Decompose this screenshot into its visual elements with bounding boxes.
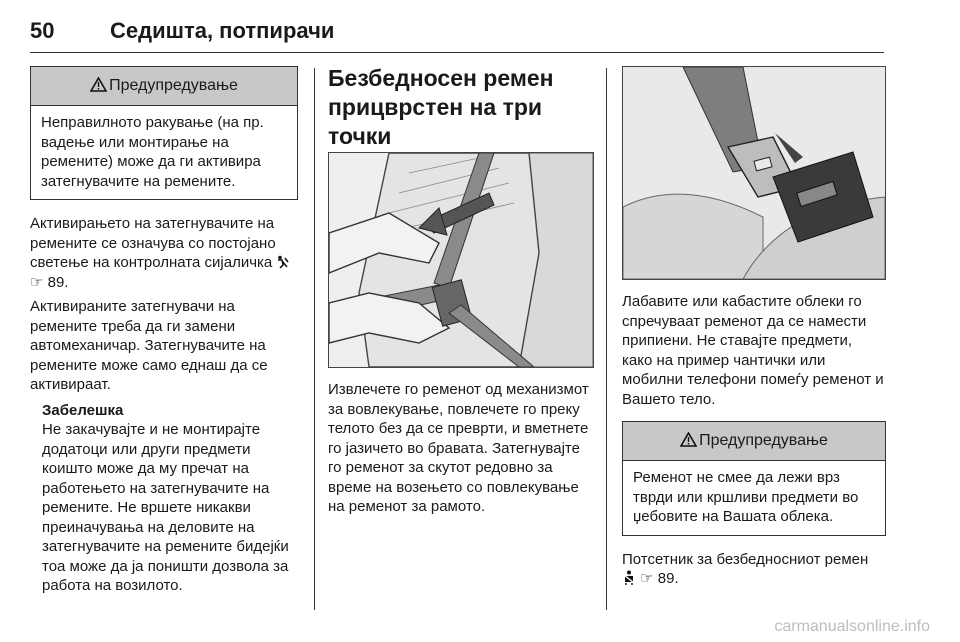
seatbelt-buckle-illustration bbox=[622, 66, 886, 280]
warning-box bbox=[30, 66, 298, 200]
page-reference-icon: ☞ bbox=[30, 273, 44, 291]
seatbelt-pretensioner-icon bbox=[276, 255, 290, 269]
warning-text: Ременот не смее да лежи врз тврди или кршливи предмети во џебовите на Вашата облека. bbox=[633, 469, 859, 525]
page-reference: 89. bbox=[47, 273, 69, 291]
paragraph bbox=[30, 214, 298, 292]
watermark: carmanualsonline.info bbox=[774, 618, 930, 635]
section-heading: Безбедносен ремен прицврстен на три точки bbox=[328, 65, 554, 149]
warning-header bbox=[31, 67, 297, 106]
warning-text: Неправилното ракување (на пр. вадење или монтирање на ремените) може да ги активира затегнувачите на ремените. bbox=[41, 114, 264, 190]
chapter-title: Седишта, потпирачи bbox=[110, 18, 335, 43]
column-divider bbox=[314, 68, 315, 610]
warning-triangle-icon bbox=[90, 77, 107, 92]
page-reference-icon: ☞ bbox=[640, 570, 654, 587]
page-reference: 89. bbox=[657, 570, 679, 587]
seatbelt-reminder-icon bbox=[622, 570, 636, 585]
warning-title: Предупредување bbox=[109, 77, 238, 94]
seatbelt-fastening-illustration bbox=[328, 152, 594, 368]
page-header bbox=[30, 18, 884, 52]
header-rule bbox=[30, 52, 884, 53]
pretensioner-text: Активирањето на затегнувачите на ремените се означува со постојано светење на контролната сијаличка bbox=[30, 215, 276, 271]
page-number: 50 bbox=[30, 18, 55, 43]
paragraph bbox=[622, 550, 886, 589]
column-divider bbox=[606, 68, 607, 610]
paragraph: Извлечете го ременот од механизмот за вовлекување, повлечете го преку телото без да се преврти, и вметнете го јазичето во бравата. Затегнувајте го ременот за скутот редовно за време на возењето со повлекување на ременот за рамото. bbox=[328, 381, 589, 515]
middle-text bbox=[328, 380, 596, 517]
warning-box bbox=[622, 421, 886, 536]
note-title: Забелешка bbox=[42, 401, 124, 419]
note-text: Не закачувајте и не монтирајте додатоци или други предмети коишто може да му пречат на работењето на затегнувачите на ремените. Не вршете никакви преиначувања на деловите на затегнувачите на ремените бидејќи тоа може да ја поништи дозвола за работа на возилото. bbox=[42, 421, 289, 594]
left-column bbox=[30, 66, 298, 596]
paragraph: Активираните затегнувачи на ремените треба да ги замени автомеханичар. Затегнувачите на ремените може само еднаш да се активираат. bbox=[30, 298, 268, 393]
warning-title: Предупредување bbox=[699, 432, 828, 449]
note-block bbox=[42, 401, 298, 596]
warning-triangle-icon bbox=[680, 432, 697, 447]
paragraph: Лабавите или кабастите облеки го спречуваат ременот да се намести припиени. Не ставајте предмети, како на пример чантички или мобилни телефони помеѓу ременот и Вашето тело. bbox=[622, 293, 884, 408]
reminder-text: Потсетник за безбедносниот ремен bbox=[622, 550, 869, 568]
right-column bbox=[622, 292, 886, 589]
warning-header bbox=[623, 422, 885, 461]
